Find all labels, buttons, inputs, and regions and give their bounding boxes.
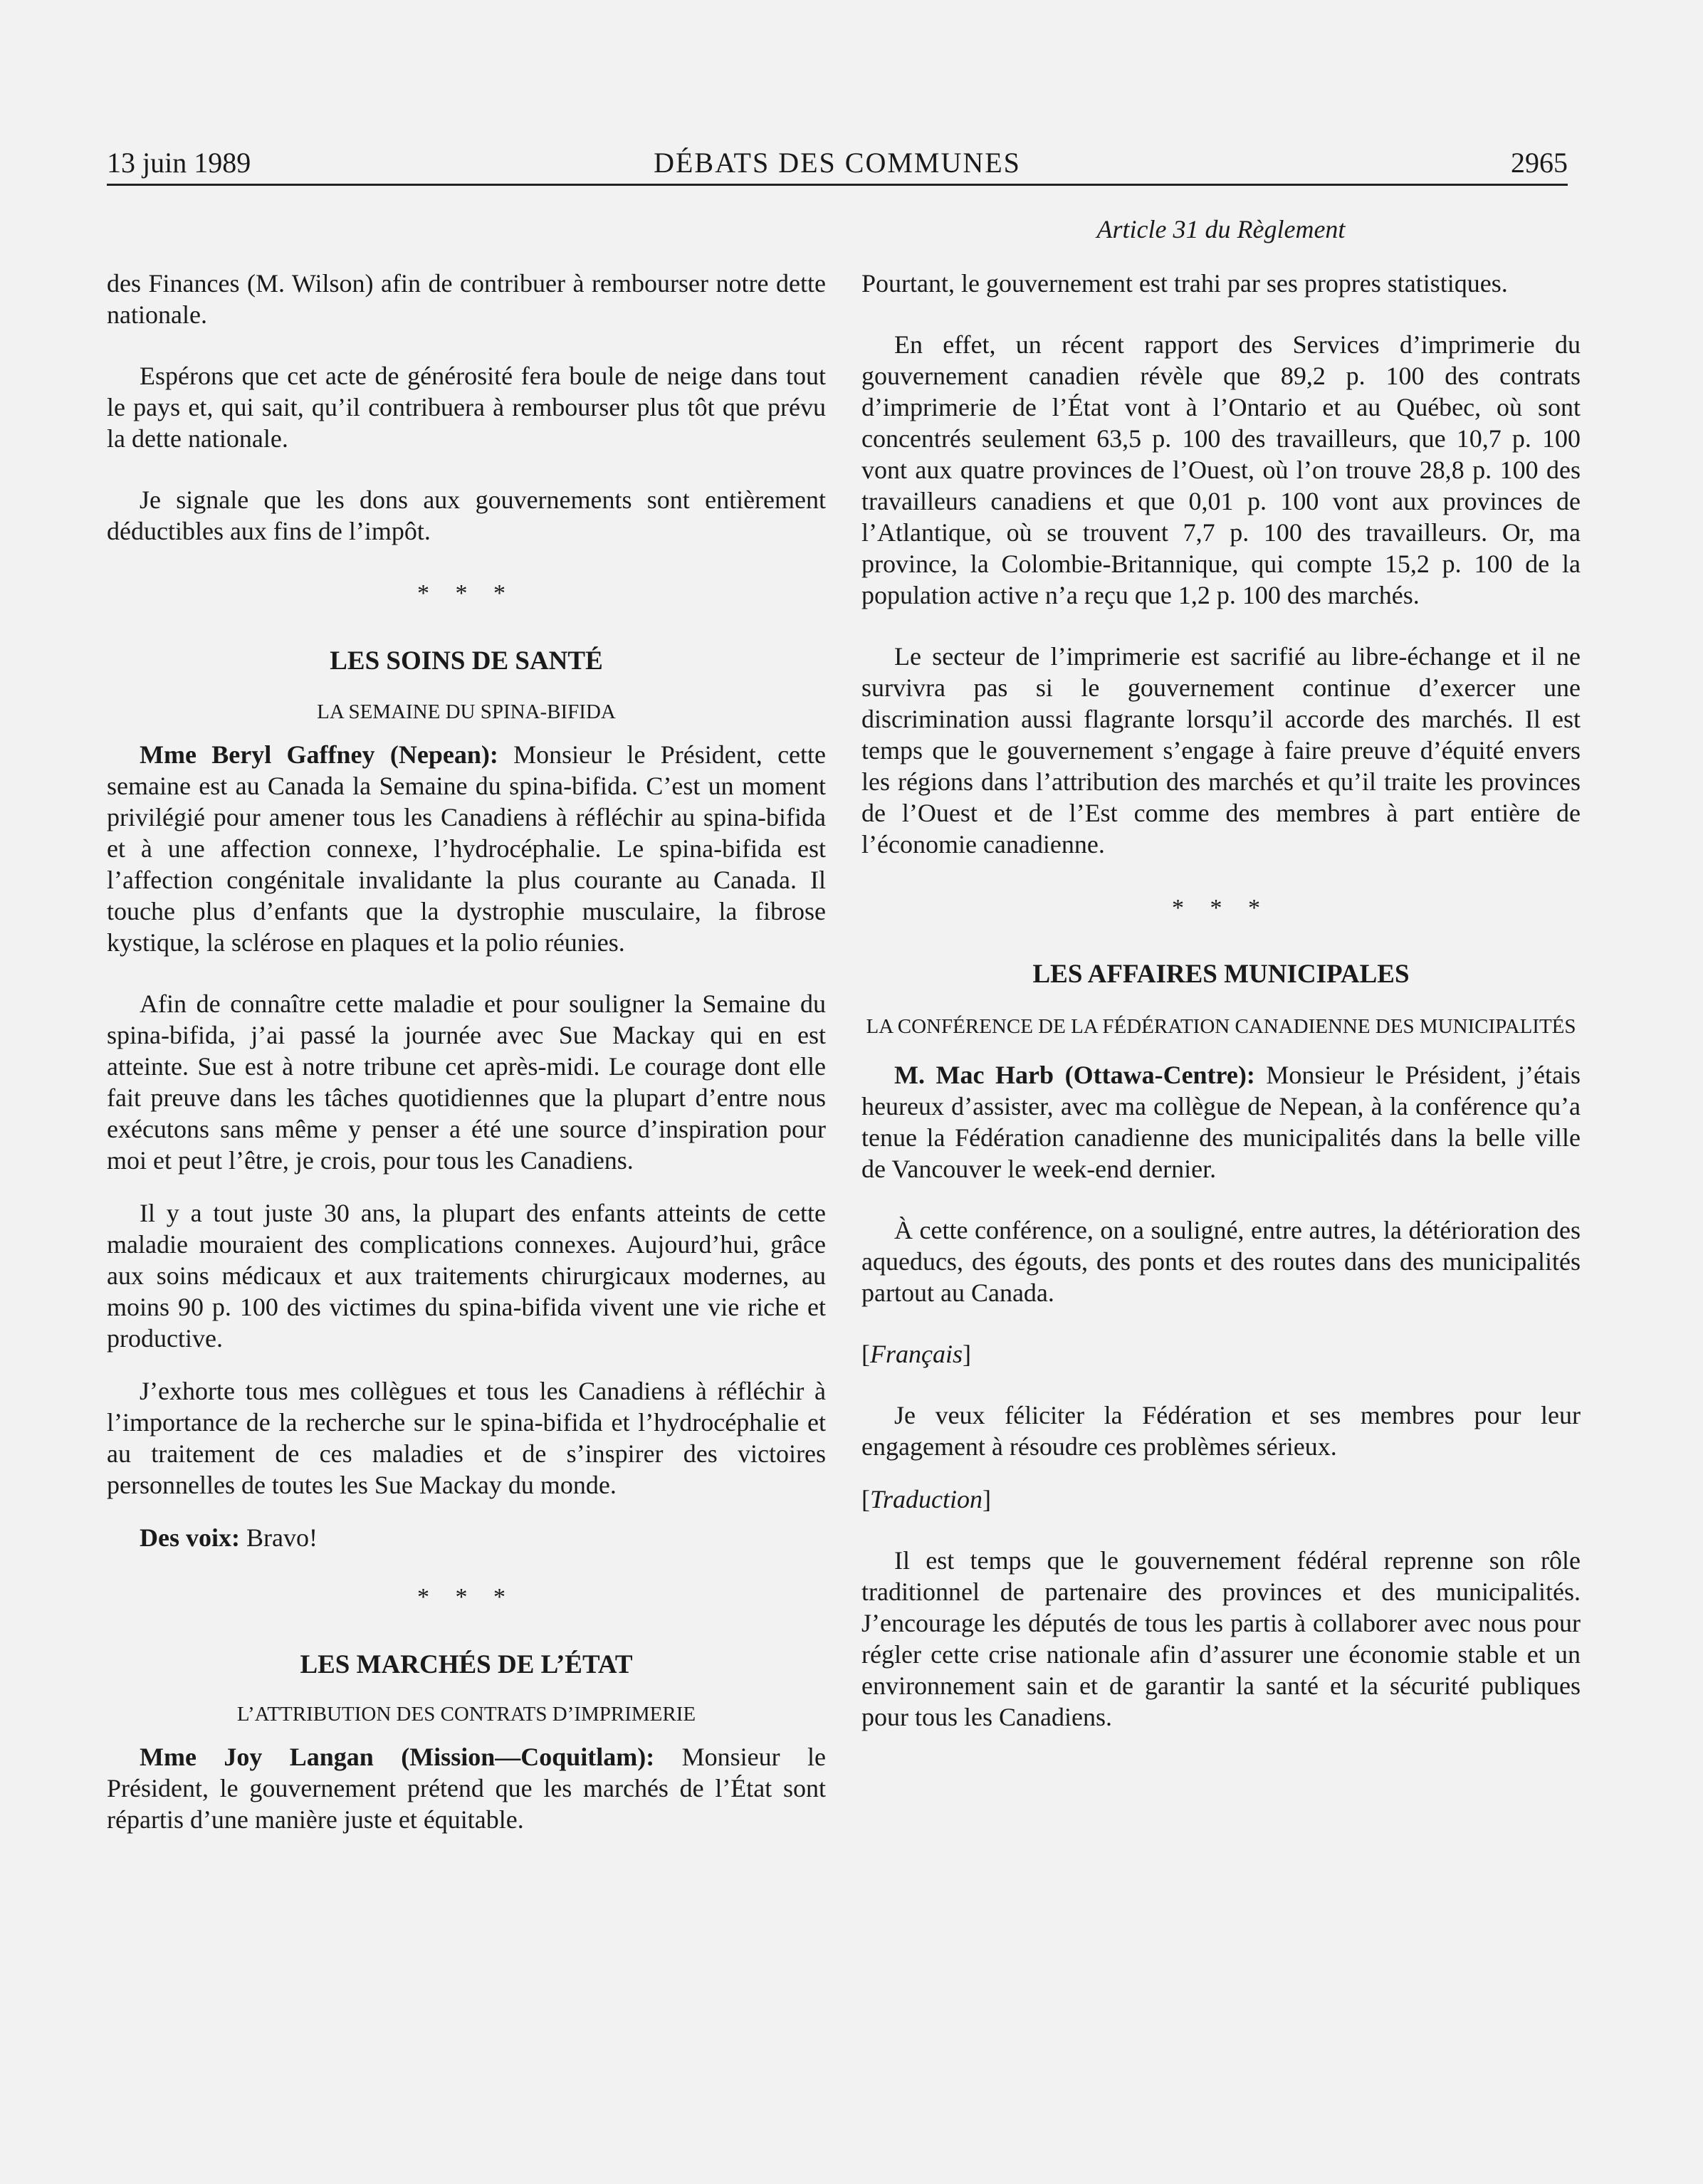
speech-text: Monsieur le Président, le gouvernement prétend que les marchés de l’État sont répartis d’une manière juste et équitable. xyxy=(107,1743,827,1834)
section-subtitle: LA SEMAINE DU SPINA-BIFIDA xyxy=(317,700,616,723)
speech-paragraph xyxy=(107,1741,826,1835)
paragraph: Il y a tout juste 30 ans, la plupart des enfants atteints de cette maladie mouraient des complications connexes. Aujourd’hui, grâce aux soins médicaux et aux traitements chirurgicaux modernes, au moins 90 p. 100 des victimes du spina-bifida vivent une vie riche et productive. xyxy=(107,1199,826,1353)
speaker-name: Mme Joy Langan (Mission—Coquitlam): xyxy=(140,1743,655,1771)
paragraph: Afin de connaître cette maladie et pour souligner la Semaine du spina-bifida, j’ai passé la journée avec Sue Mackay qui en est atteinte. Sue est à notre tribune cet après-midi. Le courage dont elle fait preuve dans les tâches quotidiennes que la plupart d’entre nous exécutons sans même y penser a été une source d’inspiration pour moi et peut l’être, je crois, pour tous les Canadiens. xyxy=(107,989,826,1175)
header-date: 13 juin 1989 xyxy=(107,147,251,179)
paragraph: Le secteur de l’imprimerie est sacrifié au libre-échange et il ne survivra pas si le gouvernement continue d’exercer une discrimination aussi flagrante lorsqu’il accorde des marchés. Il est temps que le gouvernement s’engage à faire preuve d’équité envers les régions dans l’attribution des marchés et qu’il traite les provinces de l’Ouest et de l’Est comme des membres à part entière de l’économie canadienne. xyxy=(861,642,1581,859)
speech-paragraph xyxy=(861,1059,1581,1185)
paragraph: Je veux féliciter la Fédération et ses membres pour leur engagement à résoudre ces problèmes sérieux. xyxy=(861,1401,1581,1461)
page-number: 2965 xyxy=(1511,147,1568,179)
paragraph: À cette conférence, on a souligné, entre autres, la détérioration des aqueducs, des égouts, des ponts et des routes dans des municipalités partout au Canada. xyxy=(861,1216,1581,1307)
section-separator: * * * xyxy=(417,1584,515,1610)
paragraph: des Finances (M. Wilson) afin de contribuer à rembourser notre dette nationale. xyxy=(107,269,826,329)
paragraph: Il est temps que le gouvernement fédéral reprenne son rôle traditionnel de partenaire des provinces et des municipalités. J’encourage les députés de tous les partis à collaborer avec nous pour régler cette crise nationale afin d’assurer une économie stable et un environnement sain et de garantir la santé et la sécurité publiques pour tous les Canadiens. xyxy=(861,1546,1581,1731)
section-title: LES SOINS DE SANTÉ xyxy=(330,646,603,676)
language-marker: [Français] xyxy=(861,1340,971,1368)
left-column xyxy=(107,214,826,1835)
right-column xyxy=(861,214,1581,1733)
section-subtitle: L’ATTRIBUTION DES CONTRATS D’IMPRIMERIE xyxy=(236,1703,696,1726)
page-header xyxy=(107,144,1568,182)
section-title: LES AFFAIRES MUNICIPALES xyxy=(1032,960,1410,989)
paragraph: J’exhorte tous mes collègues et tous les Canadiens à réfléchir à l’importance de la recherche sur le spina-bifida et l’hydrocéphalie et au traitement de ces maladies et de s’inspirer des victoires personnelles de toutes les Sue Mackay du monde. xyxy=(107,1377,826,1499)
section-separator: * * * xyxy=(417,580,515,607)
speech-text: Monsieur le Président, cette semaine est au Canada la Semaine du spina-bifida. C’est un moment privilégié pour amener tous les Canadiens à réfléchir au spina-bifida et à une affection connexe, l’hydrocéphalie. Le spina-bifida est l’affection congénitale invalidante la plus courante au Canada. Il touche plus d’enfants que la dystrophie musculaire, la fibrose kystique, la sclérose en plaques et la polio réunies. xyxy=(107,740,827,957)
language-marker: [Traduction] xyxy=(861,1485,992,1513)
speech-text: Monsieur le Président, j’étais heureux d’assister, avec ma collègue de Nepean, à la conférence qu’a tenue la Fédération canadienne des municipalités dans la belle ville de Vancouver le week-end dernier. xyxy=(861,1061,1581,1183)
paragraph: Pourtant, le gouvernement est trahi par ses propres statistiques. xyxy=(861,269,1508,298)
section-title: LES MARCHÉS DE L’ÉTAT xyxy=(300,1650,633,1679)
header-rule xyxy=(107,184,1568,186)
paragraph: Je signale que les dons aux gouvernements sont entièrement déductibles aux fins de l’impôt. xyxy=(107,485,826,545)
section-separator: * * * xyxy=(1172,895,1270,921)
speech-text: Bravo! xyxy=(239,1523,318,1552)
speaker-name: M. Mac Harb (Ottawa-Centre): xyxy=(894,1061,1255,1089)
speech-paragraph xyxy=(107,1522,826,1553)
paragraph: Espérons que cet acte de générosité fera boule de neige dans tout le pays et, qui sait, qu’il contribuera à rembourser plus tôt que prévu la dette nationale. xyxy=(107,362,826,453)
section-subtitle: LA CONFÉRENCE DE LA FÉDÉRATION CANADIENNE DES MUNICIPALITÉS xyxy=(866,1015,1576,1038)
speaker-name: Mme Beryl Gaffney (Nepean): xyxy=(140,740,498,769)
speech-paragraph xyxy=(107,739,826,958)
running-head: Article 31 du Règlement xyxy=(1096,215,1346,243)
speaker-name: Des voix: xyxy=(140,1523,240,1552)
header-title: DÉBATS DES COMMUNES xyxy=(654,147,1021,179)
paragraph: En effet, un récent rapport des Services d’imprimerie du gouvernement canadien révèle que 89,2 p. 100 des contrats d’imprimerie de l’État vont à l’Ontario et au Québec, où sont concentrés seulement 63,5 p. 100 des travailleurs, que 10,7 p. 100 vont aux quatre provinces de l’Ouest, où l’on trouve 28,8 p. 100 des travailleurs canadiens et que 0,01 p. 100 vont aux provinces de l’Atlantique, où se trouvent 7,7 p. 100 des travailleurs. Or, ma province, la Colombie-Britannique, qui compte 15,2 p. 100 de la population active n’a reçu que 1,2 p. 100 des marchés. xyxy=(861,330,1581,609)
